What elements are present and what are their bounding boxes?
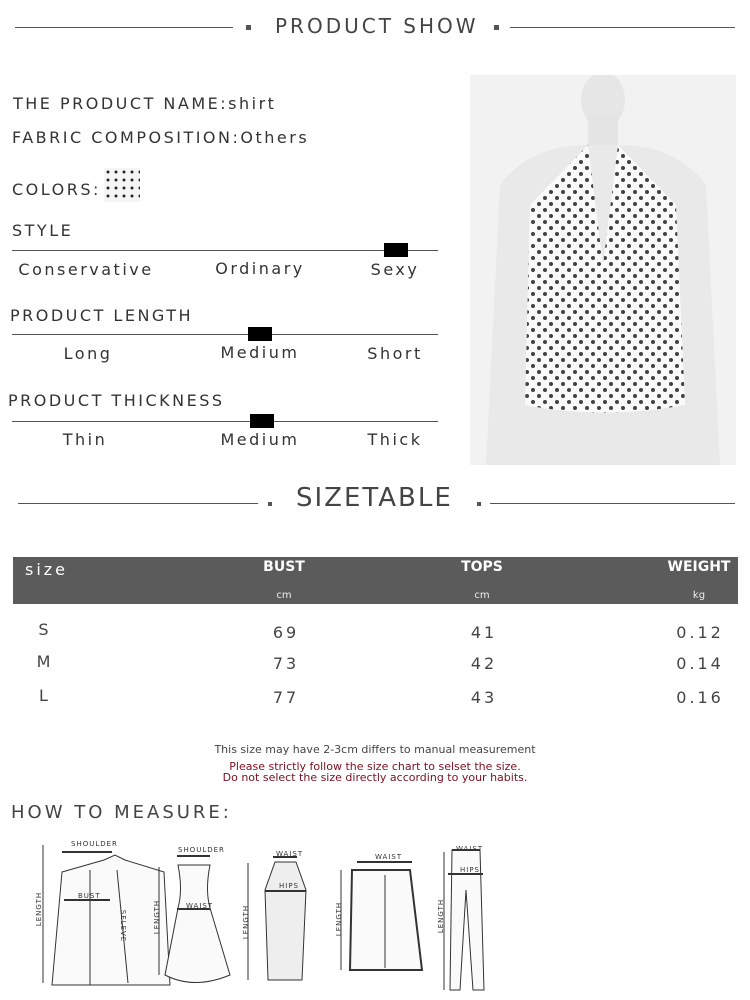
color-swatch-polka-dot[interactable] [104,168,140,202]
length-slider-marker [248,327,272,341]
product-name-value: shirt [228,94,277,113]
fabric-value: Others [240,128,310,147]
label-length: LENGTH [242,904,251,940]
label-shoulder: SHOULDER [178,846,225,854]
header-tops: TOPS [461,559,503,575]
cell-bust: 77 [272,688,300,707]
fabric-label: FABRIC COMPOSITION: [12,128,241,147]
bullet [494,25,499,30]
product-photo [470,75,736,465]
mini-skirt-diagram [341,862,422,970]
cell-size: M [36,652,54,671]
unit-weight: kg [692,590,706,601]
divider [18,503,258,504]
cell-tops: 41 [470,623,498,642]
section-title-how-to-measure: HOW TO MEASURE: [11,802,232,823]
style-option: Sexy [370,260,420,279]
cell-weight: 0.16 [676,688,724,707]
style-option: Conservative [18,260,154,279]
cell-bust: 73 [272,654,300,673]
label-hips: HIPS [460,866,480,874]
header-bust: BUST [263,559,305,575]
label-length: LENGTH [35,891,44,927]
label-length: LENGTH [437,898,446,934]
header-size: size [25,560,69,579]
cell-bust: 69 [272,623,300,642]
cell-weight: 0.12 [676,623,724,642]
length-option: Medium [220,343,300,362]
label-waist: WAIST [375,853,403,861]
label-sleeve: SELEVE [119,909,128,943]
style-option: Ordinary [215,259,305,278]
unit-bust: cm [276,590,292,601]
label-length: LENGTH [335,901,344,937]
fabric-composition [12,128,309,147]
divider [510,27,735,28]
thickness-title: PRODUCT THICKNESS [8,391,225,410]
length-option: Long [63,344,113,363]
thickness-option: Medium [220,430,300,449]
divider [15,27,233,28]
thickness-option: Thick [367,430,423,449]
cell-size: S [38,620,52,639]
length-slider-track [12,334,438,335]
label-bust: BUST [78,892,101,900]
cell-tops: 42 [470,654,498,673]
jacket-diagram [43,845,170,985]
label-shoulder: SHOULDER [71,840,118,848]
style-slider-track [12,250,438,251]
thickness-slider-track [12,421,438,422]
bullet [477,502,481,506]
note-habits: Do not select the size directly according to your habits. [222,771,528,784]
bullet [268,502,272,506]
note-follow-chart: Please strictly follow the size chart to selset the size. [229,760,521,773]
dress-diagram [159,856,230,983]
cell-tops: 43 [470,688,498,707]
colors-label: COLORS: [12,180,101,199]
header-weight: WEIGHT [667,559,731,575]
label-hips: HIPS [279,882,299,890]
label-waist: WAIST [456,845,484,853]
style-title: STYLE [12,221,74,240]
label-waist: WAIST [276,850,304,858]
length-title: PRODUCT LENGTH [10,306,194,325]
label-waist: WAIST [186,902,214,910]
unit-tops: cm [474,590,490,601]
thickness-option: Thin [62,430,108,449]
skirt-diagram [248,857,306,980]
cell-size: L [39,686,51,705]
cell-weight: 0.14 [676,654,724,673]
bullet [246,25,251,30]
product-name-label: THE PRODUCT NAME: [13,94,229,113]
product-name [13,94,276,113]
label-length: LENGTH [153,899,162,935]
size-table-header [13,557,738,604]
section-title-product-show: PRODUCT SHOW [275,14,479,38]
divider [490,503,735,504]
style-slider-marker [384,243,408,257]
thickness-slider-marker [250,414,274,428]
note-measurement: This size may have 2-3cm differs to manual measurement [214,743,536,756]
section-title-sizetable: SIZETABLE [296,483,453,513]
length-option: Short [367,344,423,363]
